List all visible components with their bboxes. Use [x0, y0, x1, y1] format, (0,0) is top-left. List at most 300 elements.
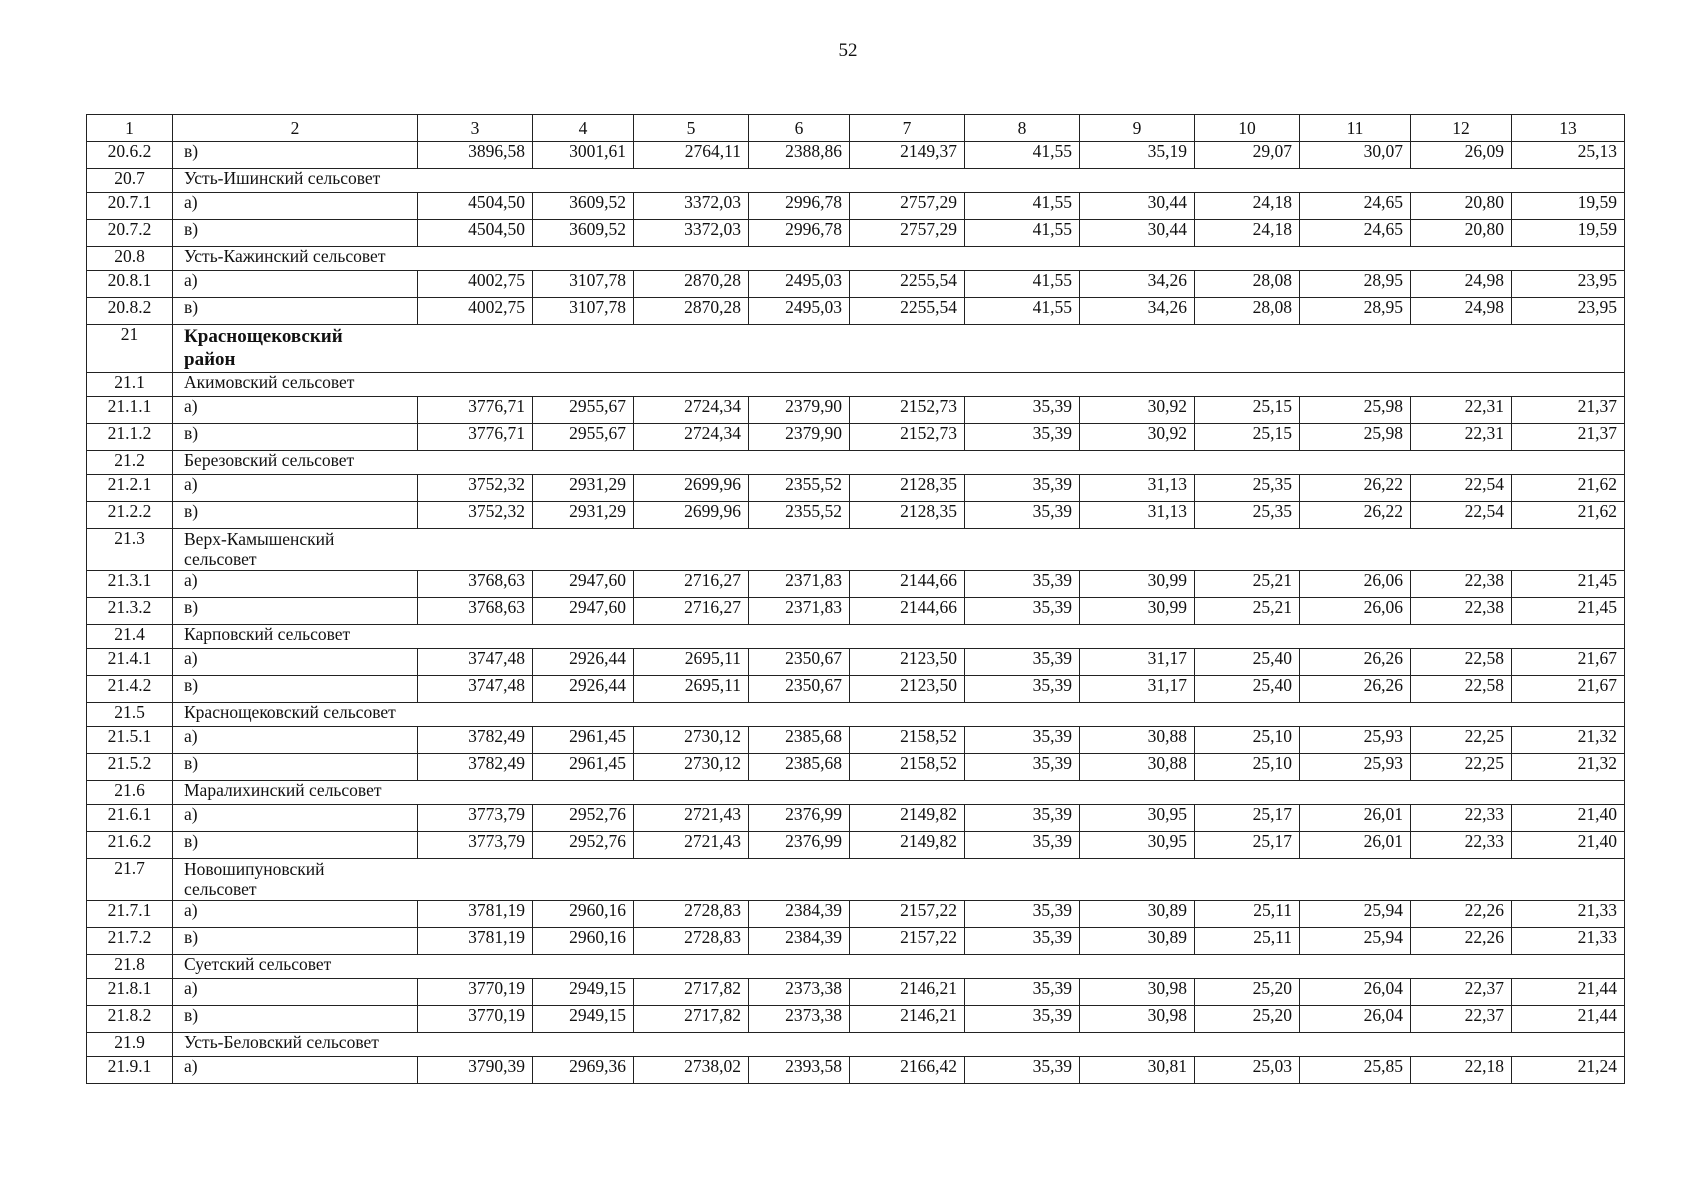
value-cell: 24,18 [1195, 193, 1300, 220]
value-cell: 2146,21 [850, 1006, 965, 1033]
value-cell: 2728,83 [634, 901, 749, 928]
value-cell: 21,44 [1512, 979, 1625, 1006]
row-code: 20.8.2 [87, 298, 173, 325]
row-label: а) [173, 727, 418, 754]
value-cell: 2926,44 [533, 676, 634, 703]
value-cell: 21,33 [1512, 901, 1625, 928]
value-cell: 2728,83 [634, 928, 749, 955]
value-cell: 2724,34 [634, 424, 749, 451]
value-cell: 21,37 [1512, 424, 1625, 451]
value-cell: 28,95 [1300, 298, 1411, 325]
value-cell: 35,39 [965, 754, 1080, 781]
value-cell: 35,39 [965, 397, 1080, 424]
value-cell: 25,03 [1195, 1057, 1300, 1084]
group-row [87, 625, 1625, 649]
value-cell: 3372,03 [634, 193, 749, 220]
value-cell: 2949,15 [533, 979, 634, 1006]
table-row [87, 502, 1625, 529]
value-cell: 2996,78 [749, 220, 850, 247]
table-row [87, 832, 1625, 859]
value-cell: 2376,99 [749, 832, 850, 859]
row-label: в) [173, 676, 418, 703]
value-cell: 30,98 [1080, 979, 1195, 1006]
value-cell: 2716,27 [634, 571, 749, 598]
row-code: 21.4 [87, 625, 173, 649]
value-cell: 3768,63 [418, 598, 533, 625]
value-cell: 25,85 [1300, 1057, 1411, 1084]
row-code: 20.7.2 [87, 220, 173, 247]
table-row [87, 901, 1625, 928]
group-row [87, 859, 1625, 901]
value-cell: 25,20 [1195, 979, 1300, 1006]
value-cell: 2931,29 [533, 502, 634, 529]
table-row [87, 727, 1625, 754]
value-cell: 2144,66 [850, 571, 965, 598]
value-cell: 19,59 [1512, 220, 1625, 247]
value-cell: 35,39 [965, 424, 1080, 451]
value-cell: 2947,60 [533, 571, 634, 598]
value-cell: 19,59 [1512, 193, 1625, 220]
value-cell: 25,93 [1300, 754, 1411, 781]
row-code: 21.1.2 [87, 424, 173, 451]
row-label: в) [173, 598, 418, 625]
value-cell: 2355,52 [749, 502, 850, 529]
table-row [87, 1006, 1625, 1033]
row-code: 21.4.1 [87, 649, 173, 676]
group-row [87, 529, 1625, 571]
value-cell: 26,26 [1300, 649, 1411, 676]
row-code: 21.5.1 [87, 727, 173, 754]
value-cell: 3896,58 [418, 142, 533, 169]
value-cell: 2952,76 [533, 805, 634, 832]
row-label: а) [173, 571, 418, 598]
value-cell: 25,98 [1300, 424, 1411, 451]
table-row [87, 271, 1625, 298]
value-cell: 25,21 [1195, 571, 1300, 598]
value-cell: 2949,15 [533, 1006, 634, 1033]
value-cell: 3770,19 [418, 1006, 533, 1033]
district-row [87, 325, 1625, 373]
table-row [87, 220, 1625, 247]
value-cell: 4504,50 [418, 220, 533, 247]
value-cell: 25,94 [1300, 928, 1411, 955]
row-label: а) [173, 193, 418, 220]
group-name: Карповский сельсовет [173, 625, 1625, 649]
value-cell: 22,33 [1411, 832, 1512, 859]
column-header: 13 [1512, 115, 1625, 142]
value-cell: 25,17 [1195, 832, 1300, 859]
row-code: 21.4.2 [87, 676, 173, 703]
table-row [87, 754, 1625, 781]
row-code: 20.7.1 [87, 193, 173, 220]
value-cell: 2730,12 [634, 754, 749, 781]
value-cell: 2969,36 [533, 1057, 634, 1084]
value-cell: 25,15 [1195, 424, 1300, 451]
value-cell: 2149,37 [850, 142, 965, 169]
value-cell: 3609,52 [533, 193, 634, 220]
row-code: 21.3 [87, 529, 173, 571]
value-cell: 25,10 [1195, 727, 1300, 754]
column-header: 11 [1300, 115, 1411, 142]
value-cell: 22,54 [1411, 475, 1512, 502]
value-cell: 2385,68 [749, 727, 850, 754]
value-cell: 20,80 [1411, 220, 1512, 247]
value-cell: 35,39 [965, 805, 1080, 832]
value-cell: 21,24 [1512, 1057, 1625, 1084]
column-header: 5 [634, 115, 749, 142]
value-cell: 22,26 [1411, 928, 1512, 955]
column-header: 2 [173, 115, 418, 142]
value-cell: 2757,29 [850, 193, 965, 220]
table-row [87, 1057, 1625, 1084]
group-name [173, 859, 1625, 901]
value-cell: 21,45 [1512, 571, 1625, 598]
table-row [87, 193, 1625, 220]
row-code: 21.8 [87, 955, 173, 979]
row-code: 21.2.2 [87, 502, 173, 529]
value-cell: 26,04 [1300, 979, 1411, 1006]
value-cell: 21,67 [1512, 649, 1625, 676]
value-cell: 4002,75 [418, 271, 533, 298]
name-line: район [184, 349, 236, 370]
value-cell: 2157,22 [850, 928, 965, 955]
value-cell: 2350,67 [749, 676, 850, 703]
page-number: 52 [838, 40, 858, 61]
value-cell: 30,89 [1080, 928, 1195, 955]
value-cell: 35,39 [965, 928, 1080, 955]
value-cell: 2764,11 [634, 142, 749, 169]
row-label: в) [173, 424, 418, 451]
value-cell: 2157,22 [850, 901, 965, 928]
value-cell: 35,39 [965, 649, 1080, 676]
row-code: 21.5.2 [87, 754, 173, 781]
value-cell: 3747,48 [418, 649, 533, 676]
name-line: Верх-Камышенский [184, 529, 335, 549]
group-row [87, 703, 1625, 727]
value-cell: 2384,39 [749, 928, 850, 955]
value-cell: 21,62 [1512, 502, 1625, 529]
row-label: в) [173, 298, 418, 325]
value-cell: 21,62 [1512, 475, 1625, 502]
value-cell: 24,98 [1411, 271, 1512, 298]
value-cell: 41,55 [965, 142, 1080, 169]
value-cell: 30,92 [1080, 397, 1195, 424]
value-cell: 2961,45 [533, 727, 634, 754]
value-cell: 2379,90 [749, 397, 850, 424]
table-row [87, 298, 1625, 325]
value-cell: 2379,90 [749, 424, 850, 451]
group-row [87, 373, 1625, 397]
value-cell: 25,10 [1195, 754, 1300, 781]
group-name [173, 529, 1625, 571]
value-cell: 30,95 [1080, 832, 1195, 859]
value-cell: 35,39 [965, 979, 1080, 1006]
row-code: 21 [87, 325, 173, 373]
row-code: 21.1 [87, 373, 173, 397]
value-cell: 2870,28 [634, 298, 749, 325]
group-name: Краснощековский сельсовет [173, 703, 1625, 727]
value-cell: 3752,32 [418, 475, 533, 502]
row-code: 21.3.1 [87, 571, 173, 598]
row-label: а) [173, 1057, 418, 1084]
group-name: Акимовский сельсовет [173, 373, 1625, 397]
value-cell: 2757,29 [850, 220, 965, 247]
value-cell: 34,26 [1080, 298, 1195, 325]
name-line: сельсовет [184, 879, 257, 899]
table-row [87, 676, 1625, 703]
value-cell: 41,55 [965, 271, 1080, 298]
value-cell: 2152,73 [850, 397, 965, 424]
value-cell: 3001,61 [533, 142, 634, 169]
value-cell: 25,93 [1300, 727, 1411, 754]
value-cell: 31,13 [1080, 475, 1195, 502]
value-cell: 22,54 [1411, 502, 1512, 529]
group-name: Суетский сельсовет [173, 955, 1625, 979]
value-cell: 26,06 [1300, 598, 1411, 625]
value-cell: 3782,49 [418, 727, 533, 754]
value-cell: 4002,75 [418, 298, 533, 325]
value-cell: 3768,63 [418, 571, 533, 598]
value-cell: 2123,50 [850, 676, 965, 703]
value-cell: 2960,16 [533, 928, 634, 955]
value-cell: 21,32 [1512, 754, 1625, 781]
value-cell: 22,31 [1411, 397, 1512, 424]
column-header: 3 [418, 115, 533, 142]
value-cell: 41,55 [965, 193, 1080, 220]
value-cell: 22,37 [1411, 979, 1512, 1006]
group-name: Усть-Беловский сельсовет [173, 1033, 1625, 1057]
value-cell: 2355,52 [749, 475, 850, 502]
value-cell: 2166,42 [850, 1057, 965, 1084]
row-code: 21.8.1 [87, 979, 173, 1006]
value-cell: 2870,28 [634, 271, 749, 298]
value-cell: 3773,79 [418, 805, 533, 832]
row-label: а) [173, 271, 418, 298]
value-cell: 3776,71 [418, 424, 533, 451]
row-code: 21.5 [87, 703, 173, 727]
value-cell: 34,26 [1080, 271, 1195, 298]
value-cell: 2128,35 [850, 475, 965, 502]
value-cell: 2149,82 [850, 805, 965, 832]
value-cell: 2388,86 [749, 142, 850, 169]
table-row [87, 475, 1625, 502]
value-cell: 2695,11 [634, 649, 749, 676]
value-cell: 2128,35 [850, 502, 965, 529]
value-cell: 2373,38 [749, 1006, 850, 1033]
row-code: 21.3.2 [87, 598, 173, 625]
value-cell: 26,22 [1300, 475, 1411, 502]
column-header: 10 [1195, 115, 1300, 142]
row-code: 21.2.1 [87, 475, 173, 502]
value-cell: 4504,50 [418, 193, 533, 220]
value-cell: 2699,96 [634, 502, 749, 529]
column-header: 12 [1411, 115, 1512, 142]
name-line: Новошипуновский [184, 859, 325, 879]
value-cell: 25,40 [1195, 649, 1300, 676]
value-cell: 35,39 [965, 502, 1080, 529]
group-row [87, 781, 1625, 805]
value-cell: 31,17 [1080, 676, 1195, 703]
value-cell: 26,26 [1300, 676, 1411, 703]
value-cell: 2495,03 [749, 298, 850, 325]
value-cell: 2123,50 [850, 649, 965, 676]
value-cell: 3372,03 [634, 220, 749, 247]
value-cell: 22,26 [1411, 901, 1512, 928]
value-cell: 2955,67 [533, 397, 634, 424]
value-cell: 25,20 [1195, 1006, 1300, 1033]
value-cell: 25,94 [1300, 901, 1411, 928]
row-label: а) [173, 475, 418, 502]
value-cell: 28,08 [1195, 271, 1300, 298]
value-cell: 3609,52 [533, 220, 634, 247]
value-cell: 2716,27 [634, 598, 749, 625]
value-cell: 2996,78 [749, 193, 850, 220]
value-cell: 2371,83 [749, 571, 850, 598]
value-cell: 30,44 [1080, 220, 1195, 247]
row-code: 21.6 [87, 781, 173, 805]
value-cell: 24,65 [1300, 220, 1411, 247]
value-cell: 24,98 [1411, 298, 1512, 325]
value-cell: 35,39 [965, 598, 1080, 625]
value-cell: 22,18 [1411, 1057, 1512, 1084]
row-code: 21.6.1 [87, 805, 173, 832]
value-cell: 2144,66 [850, 598, 965, 625]
value-cell: 25,13 [1512, 142, 1625, 169]
value-cell: 25,35 [1195, 502, 1300, 529]
row-code: 21.7 [87, 859, 173, 901]
value-cell: 2255,54 [850, 271, 965, 298]
value-cell: 35,39 [965, 832, 1080, 859]
value-cell: 30,88 [1080, 754, 1195, 781]
value-cell: 3752,32 [418, 502, 533, 529]
value-cell: 35,39 [965, 1006, 1080, 1033]
value-cell: 31,13 [1080, 502, 1195, 529]
value-cell: 2152,73 [850, 424, 965, 451]
value-cell: 2149,82 [850, 832, 965, 859]
value-cell: 2373,38 [749, 979, 850, 1006]
value-cell: 3782,49 [418, 754, 533, 781]
value-cell: 2350,67 [749, 649, 850, 676]
value-cell: 3107,78 [533, 298, 634, 325]
value-cell: 24,18 [1195, 220, 1300, 247]
value-cell: 2385,68 [749, 754, 850, 781]
row-label: в) [173, 1006, 418, 1033]
row-code: 21.8.2 [87, 1006, 173, 1033]
row-label: в) [173, 502, 418, 529]
column-header: 6 [749, 115, 850, 142]
value-cell: 22,58 [1411, 649, 1512, 676]
name-line: сельсовет [184, 549, 257, 569]
value-cell: 2146,21 [850, 979, 965, 1006]
value-cell: 23,95 [1512, 298, 1625, 325]
table-row [87, 928, 1625, 955]
value-cell: 30,95 [1080, 805, 1195, 832]
value-cell: 2721,43 [634, 805, 749, 832]
row-label: а) [173, 805, 418, 832]
value-cell: 21,44 [1512, 1006, 1625, 1033]
value-cell: 30,98 [1080, 1006, 1195, 1033]
value-cell: 25,98 [1300, 397, 1411, 424]
group-row [87, 451, 1625, 475]
row-code: 21.6.2 [87, 832, 173, 859]
row-code: 21.2 [87, 451, 173, 475]
value-cell: 2376,99 [749, 805, 850, 832]
row-label: в) [173, 142, 418, 169]
row-label: а) [173, 397, 418, 424]
value-cell: 3781,19 [418, 928, 533, 955]
row-code: 21.9.1 [87, 1057, 173, 1084]
row-code: 20.8 [87, 247, 173, 271]
row-label: а) [173, 901, 418, 928]
table-row [87, 571, 1625, 598]
value-cell: 30,92 [1080, 424, 1195, 451]
row-label: в) [173, 832, 418, 859]
name-line: Краснощековский [184, 326, 343, 347]
value-cell: 26,04 [1300, 1006, 1411, 1033]
value-cell: 2158,52 [850, 754, 965, 781]
value-cell: 29,07 [1195, 142, 1300, 169]
value-cell: 30,88 [1080, 727, 1195, 754]
value-cell: 35,39 [965, 901, 1080, 928]
column-header: 9 [1080, 115, 1195, 142]
value-cell: 35,39 [965, 1057, 1080, 1084]
value-cell: 3773,79 [418, 832, 533, 859]
row-label: в) [173, 928, 418, 955]
value-cell: 25,35 [1195, 475, 1300, 502]
value-cell: 22,37 [1411, 1006, 1512, 1033]
value-cell: 22,33 [1411, 805, 1512, 832]
value-cell: 2699,96 [634, 475, 749, 502]
value-cell: 28,08 [1195, 298, 1300, 325]
value-cell: 21,40 [1512, 832, 1625, 859]
district-name [173, 325, 1625, 373]
value-cell: 2371,83 [749, 598, 850, 625]
group-row [87, 955, 1625, 979]
value-cell: 3790,39 [418, 1057, 533, 1084]
value-cell: 41,55 [965, 220, 1080, 247]
value-cell: 22,25 [1411, 727, 1512, 754]
value-cell: 26,06 [1300, 571, 1411, 598]
value-cell: 20,80 [1411, 193, 1512, 220]
value-cell: 21,37 [1512, 397, 1625, 424]
value-cell: 21,33 [1512, 928, 1625, 955]
row-code: 21.9 [87, 1033, 173, 1057]
value-cell: 25,40 [1195, 676, 1300, 703]
value-cell: 26,09 [1411, 142, 1512, 169]
value-cell: 30,99 [1080, 571, 1195, 598]
value-cell: 2255,54 [850, 298, 965, 325]
value-cell: 35,19 [1080, 142, 1195, 169]
row-code: 21.7.2 [87, 928, 173, 955]
row-code: 21.7.1 [87, 901, 173, 928]
value-cell: 2961,45 [533, 754, 634, 781]
value-cell: 2695,11 [634, 676, 749, 703]
value-cell: 25,17 [1195, 805, 1300, 832]
value-cell: 22,25 [1411, 754, 1512, 781]
value-cell: 2384,39 [749, 901, 850, 928]
value-cell: 22,38 [1411, 598, 1512, 625]
table-row [87, 979, 1625, 1006]
value-cell: 31,17 [1080, 649, 1195, 676]
value-cell: 2721,43 [634, 832, 749, 859]
group-name: Усть-Ишинский сельсовет [173, 169, 1625, 193]
value-cell: 21,40 [1512, 805, 1625, 832]
column-header: 7 [850, 115, 965, 142]
group-row [87, 247, 1625, 271]
row-label: а) [173, 979, 418, 1006]
row-label: в) [173, 754, 418, 781]
value-cell: 22,58 [1411, 676, 1512, 703]
